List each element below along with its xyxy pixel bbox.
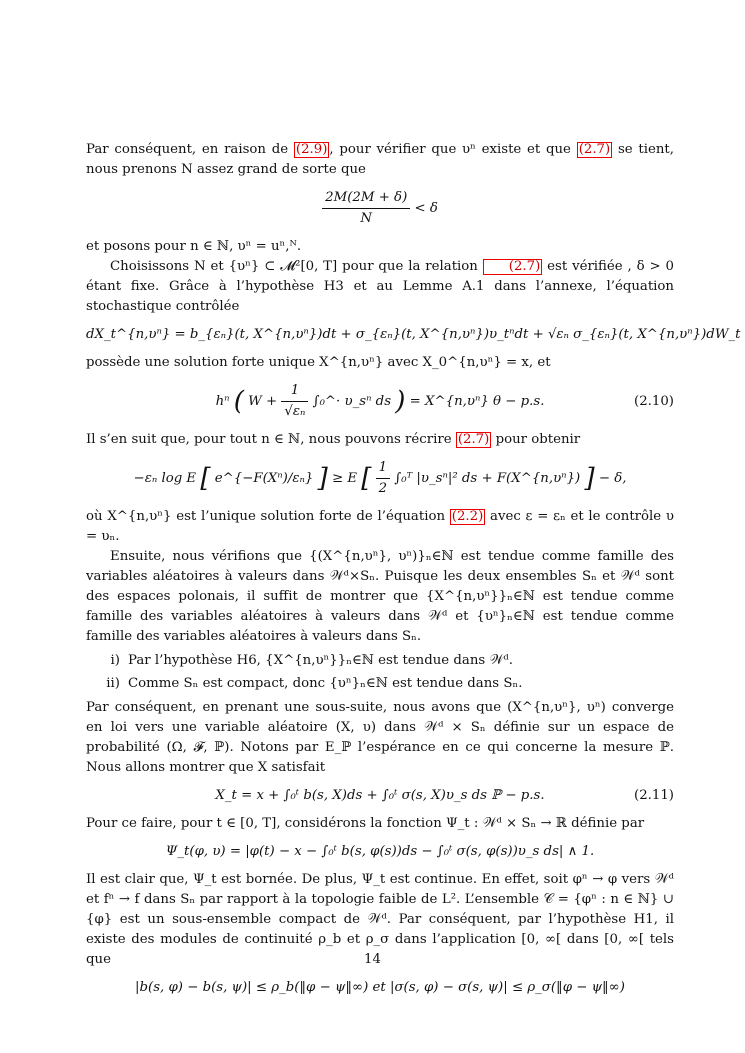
- equation-part: hⁿ: [215, 394, 230, 409]
- bracket-left: [: [361, 463, 372, 494]
- paragraph-9: [86, 814, 674, 834]
- page-number: 14: [364, 952, 381, 967]
- bracket-right: ]: [317, 463, 328, 494]
- equation-part: W +: [248, 394, 278, 409]
- paragraph-6: [86, 507, 674, 547]
- text: Par conséquent, en raison de: [86, 142, 289, 157]
- paragraph-8: [86, 698, 674, 778]
- paren-right: ): [395, 386, 406, 417]
- paragraph-1: [86, 140, 674, 180]
- text: avec ε = εₙ et le contrôle υ = υₙ.: [86, 509, 674, 544]
- bracket-left: [: [200, 463, 211, 494]
- equation-psi-definition: [86, 842, 674, 862]
- bracket-right: ]: [584, 463, 595, 494]
- equation-text: |b(s, φ) − b(s, ψ)| ≤ ρ_b(‖φ − ψ‖∞) et |σ(s, φ) − σ(s, ψ)| ≤ ρ_σ(‖φ − ψ‖∞): [135, 980, 625, 995]
- inequality-rhs: < δ: [414, 201, 438, 216]
- paren-left: (: [233, 386, 244, 417]
- equation-part: ∫₀ᵀ |υ_sⁿ|² ds + F(X^{n,υⁿ}): [394, 471, 581, 486]
- fraction: [281, 381, 308, 422]
- equation-continuity-moduli: [86, 978, 674, 998]
- list-item: [86, 651, 674, 671]
- equation-text: dX_t^{n,υⁿ} = b_{εₙ}(t, X^{n,υⁿ})dt + σ_{εₙ}(t, X^{n,υⁿ})υ_tⁿdt + √εₙ σ_{εₙ}(t, X^{n,υⁿ})dW_t: [86, 327, 741, 342]
- numerator: 1: [281, 381, 308, 402]
- equation-ref-2-9[interactable]: (2.9): [295, 142, 328, 157]
- list-item-text: Par l’hypothèse H6, {X^{n,υⁿ}}ₙ∈ℕ est tendue dans 𝒲ᵈ.: [128, 653, 513, 668]
- text: Pour ce faire, pour t ∈ [0, T], considérons la fonction Ψ_t : 𝒲ᵈ × Sₙ → ℝ définie par: [86, 816, 645, 831]
- equation-number: (2.10): [634, 393, 674, 409]
- paragraph-3: [86, 257, 674, 317]
- equation-ref-2-7[interactable]: (2.7): [483, 259, 543, 275]
- paragraph-4: [86, 353, 674, 373]
- paragraph-2: [86, 237, 674, 257]
- equation-text: X_t = x + ∫₀ᵗ b(s, X)ds + ∫₀ᵗ σ(s, X)υ_s ds ℙ − p.s.: [215, 788, 545, 803]
- equation-controlled-sde: [86, 325, 741, 345]
- equation-number: (2.11): [634, 788, 674, 803]
- text-column: [86, 140, 741, 1006]
- paragraph-5: [86, 430, 674, 450]
- text: pour obtenir: [495, 432, 581, 447]
- text: est vérifiée , δ > 0 étant fixe. Grâce à l’hypothèse H3 et au Lemme A.1 dans l’annexe, l’équation stochastique contrôlée: [86, 259, 674, 314]
- equation-ref-2-7[interactable]: (2.7): [578, 142, 611, 157]
- equation-2-11: [86, 786, 674, 806]
- list-item-text: Comme Sₙ est compact, donc {υⁿ}ₙ∈ℕ est tendue dans Sₙ.: [128, 676, 523, 691]
- text: Il s’en suit que, pour tout n ∈ ℕ, nous pouvons récrire: [86, 432, 452, 447]
- equation-ref-2-7[interactable]: (2.7): [457, 432, 490, 447]
- equation-part: = X^{n,υⁿ} θ − p.s.: [409, 394, 545, 409]
- equation-text: Ψ_t(φ, υ) = |φ(t) − x − ∫₀ᵗ b(s, φ(s))ds − ∫₀ᵗ σ(s, φ(s))υ_s ds| ∧ 1.: [165, 844, 595, 859]
- equation-part: e^{−F(Xⁿ)/εₙ}: [214, 471, 314, 486]
- equation-part: − δ,: [598, 471, 627, 486]
- denominator: N: [360, 211, 373, 226]
- list-item-label: i): [110, 653, 120, 668]
- fraction: [322, 188, 410, 229]
- text: se tient, nous prenons N assez grand de sorte que: [86, 142, 674, 177]
- text: et posons pour n ∈ ℕ, υⁿ = uⁿ,ᴺ.: [86, 239, 302, 254]
- paragraph-7: [86, 547, 674, 647]
- text: Par conséquent, en prenant une sous-suite, nous avons que (X^{n,υⁿ}, υⁿ) converge en loi vers une variable aléatoire (X, υ) dans 𝒲ᵈ × Sₙ définie sur un espace de probabilité (Ω, 𝓕, ℙ). Notons par E_ℙ l’espérance en ce qui concerne la mesure ℙ. Nous allons montrer que X satisfait: [86, 700, 674, 775]
- list-item: [86, 674, 674, 694]
- denominator: 2: [378, 481, 388, 496]
- list-item-label: ii): [106, 676, 120, 691]
- equation-2-10: [86, 381, 674, 422]
- text: , pour vérifier que υⁿ existe et que: [329, 142, 571, 157]
- equation-condition-N: [86, 188, 674, 229]
- numerator: 1: [376, 458, 390, 479]
- text: Il est clair que, Ψ_t est bornée. De plus, Ψ_t est continue. En effet, soit φⁿ → φ vers 𝒲ᵈ et fⁿ → f dans Sₙ par rapport à la topologie faible de L². L’ensemble 𝒞 = {φⁿ : n ∈ ℕ} ∪ {φ} est un sous-ensemble compact de 𝒲ᵈ. Par conséquent, par l’hypothèse H1, il existe des modules de continuité ρ_b et ρ_σ dans l’application [0, ∞[ dans [0, ∞[ tels que: [86, 872, 674, 967]
- text: possède une solution forte unique X^{n,υⁿ} avec X_0^{n,υⁿ} = x, et: [86, 355, 551, 370]
- text: Choisissons N et {υⁿ} ⊂ 𝓜²[0, T] pour que la relation: [110, 259, 478, 274]
- equation-part: ≥ E: [331, 471, 358, 486]
- text: Ensuite, nous vérifions que {(X^{n,υⁿ}, υⁿ)}ₙ∈ℕ est tendue comme famille des variables aléatoires à valeurs dans 𝒲ᵈ×Sₙ. Puisque les deux ensembles Sₙ et 𝒲ᵈ sont des espaces polonais, il suffit de montrer que {X^{n,υⁿ}}ₙ∈ℕ est tendue comme famille des variables aléatoires à valeurs dans 𝒲ᵈ et {υⁿ}ₙ∈ℕ est tendue comme famille des variables aléatoires à valeurs dans Sₙ.: [86, 549, 674, 644]
- numerator: 2M(2M + δ): [322, 188, 410, 209]
- equation-part: ∫₀^· υ_sⁿ ds: [312, 394, 392, 409]
- equation-ref-2-2[interactable]: (2.2): [451, 509, 484, 524]
- text: où X^{n,υⁿ} est l’unique solution forte de l’équation: [86, 509, 446, 524]
- fraction: [376, 458, 390, 499]
- equation-lower-bound: [86, 458, 674, 499]
- equation-part: −εₙ log E: [133, 471, 197, 486]
- enumerated-list: [86, 651, 674, 694]
- denominator: √εₙ: [284, 404, 306, 419]
